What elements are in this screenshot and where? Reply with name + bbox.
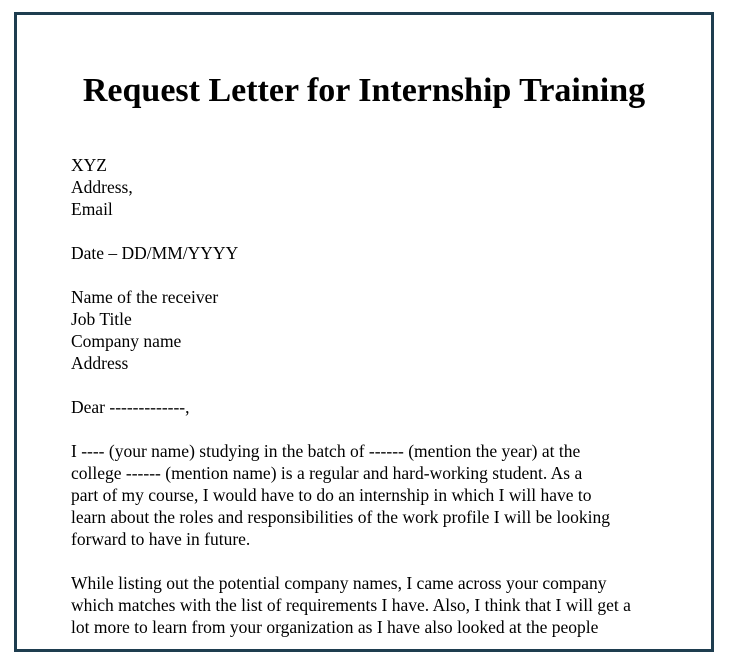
sender-email: Email bbox=[71, 199, 113, 219]
paragraph-line: lot more to learn from your organization as I have also looked at the people bbox=[71, 617, 599, 637]
paragraph-line: learn about the roles and responsibilities of the work profile I will be looking bbox=[71, 507, 610, 527]
paragraph-2 bbox=[71, 572, 691, 638]
paragraph-1 bbox=[71, 440, 691, 550]
letter-title: Request Letter for Internship Training bbox=[82, 72, 646, 109]
letter-date: Date – DD/MM/YYYY bbox=[71, 243, 239, 263]
salutation: Dear -------------, bbox=[71, 397, 190, 417]
sender-name: XYZ bbox=[71, 155, 107, 175]
receiver-company: Company name bbox=[71, 331, 182, 351]
paragraph-line: While listing out the potential company names, I came across your company bbox=[71, 573, 607, 593]
receiver-block bbox=[71, 286, 691, 374]
receiver-name: Name of the receiver bbox=[71, 287, 219, 307]
paragraph-line: I ---- (your name) studying in the batch of ------ (mention the year) at the bbox=[71, 441, 581, 461]
paragraph-line: which matches with the list of requirements I have. Also, I think that I will get a bbox=[71, 595, 631, 615]
receiver-job-title: Job Title bbox=[71, 309, 132, 329]
sender-block bbox=[71, 154, 691, 220]
paragraph-line: forward to have in future. bbox=[71, 529, 251, 549]
paragraph-line: part of my course, I would have to do an internship in which I will have to bbox=[71, 485, 592, 505]
salutation-block bbox=[71, 396, 691, 418]
date-block bbox=[71, 242, 691, 264]
letter-body bbox=[71, 154, 691, 652]
paragraph-line: college ------ (mention name) is a regular and hard-working student. As a bbox=[71, 463, 583, 483]
letter-page bbox=[14, 12, 714, 652]
sender-address: Address, bbox=[71, 177, 133, 197]
receiver-address: Address bbox=[71, 353, 129, 373]
